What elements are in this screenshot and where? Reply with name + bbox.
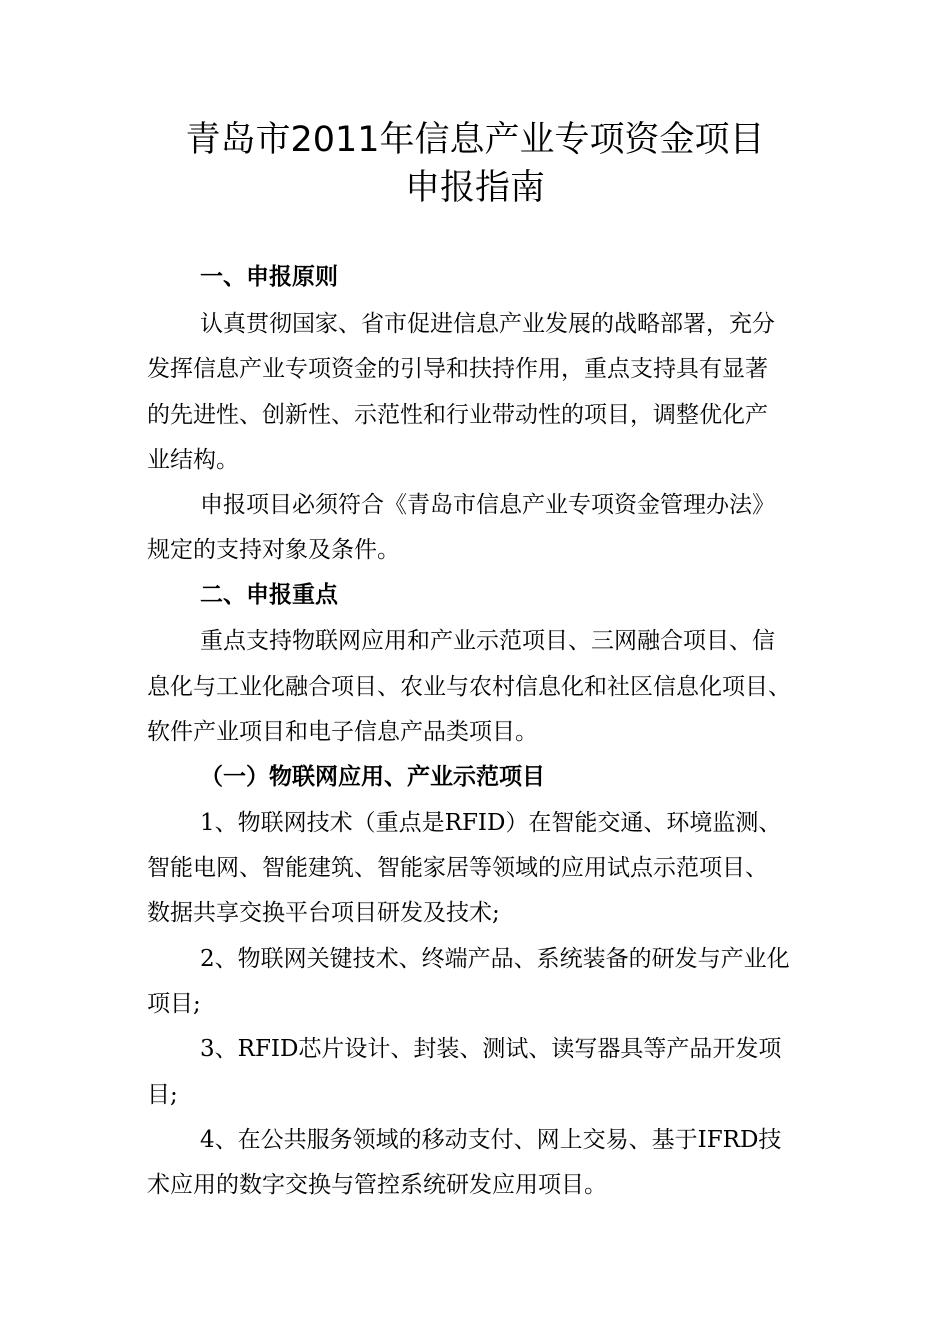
section2-para1-line: 软件产业项目和电子信息产品类项目。 <box>147 719 538 745</box>
item3-line: 3、RFID芯片设计、封装、测试、读写器具等产品开发项 <box>200 1036 782 1062</box>
section2-para1-line: 息化与工业化融合项目、农业与农村信息化和社区信息化项目、 <box>147 674 791 700</box>
section2-subheading: （一）物联网应用、产业示范项目 <box>200 764 545 790</box>
section1-para1-line: 发挥信息产业专项资金的引导和扶持作用，重点支持具有显著 <box>147 356 768 382</box>
section1-para1-line: 业结构。 <box>147 447 239 473</box>
item4-line: 4、在公共服务领域的移动支付、网上交易、基于IFRD技 <box>200 1127 782 1153</box>
document-title-line2: 申报指南 <box>404 168 545 208</box>
item4-line: 术应用的数字交换与管控系统研发应用项目。 <box>147 1172 607 1198</box>
item1-line: 1、物联网技术（重点是RFID）在智能交通、环境监测、 <box>200 810 782 836</box>
item1-line: 智能电网、智能建筑、智能家居等领域的应用试点示范项目、 <box>147 855 768 881</box>
item2-line: 项目; <box>147 991 201 1017</box>
section2-heading: 二、申报重点 <box>200 582 338 608</box>
section1-para1-line: 认真贯彻国家、省市促进信息产业发展的战略部署，充分 <box>200 311 775 337</box>
document-title-line1: 青岛市2011年信息产业专项资金项目 <box>185 120 765 160</box>
section1-para2-line: 申报项目必须符合《青岛市信息产业专项资金管理办法》 <box>200 492 775 518</box>
item3-line: 目; <box>147 1082 178 1108</box>
section2-para1-line: 重点支持物联网应用和产业示范项目、三网融合项目、信 <box>200 628 775 654</box>
section1-para1-line: 的先进性、创新性、示范性和行业带动性的项目，调整优化产 <box>147 402 768 428</box>
section1-para2-line: 规定的支持对象及条件。 <box>147 537 400 563</box>
item2-line: 2、物联网关键技术、终端产品、系统装备的研发与产业化 <box>200 946 790 972</box>
item1-line: 数据共享交换平台项目研发及技术; <box>147 900 500 926</box>
section1-heading: 一、申报原则 <box>200 264 338 290</box>
